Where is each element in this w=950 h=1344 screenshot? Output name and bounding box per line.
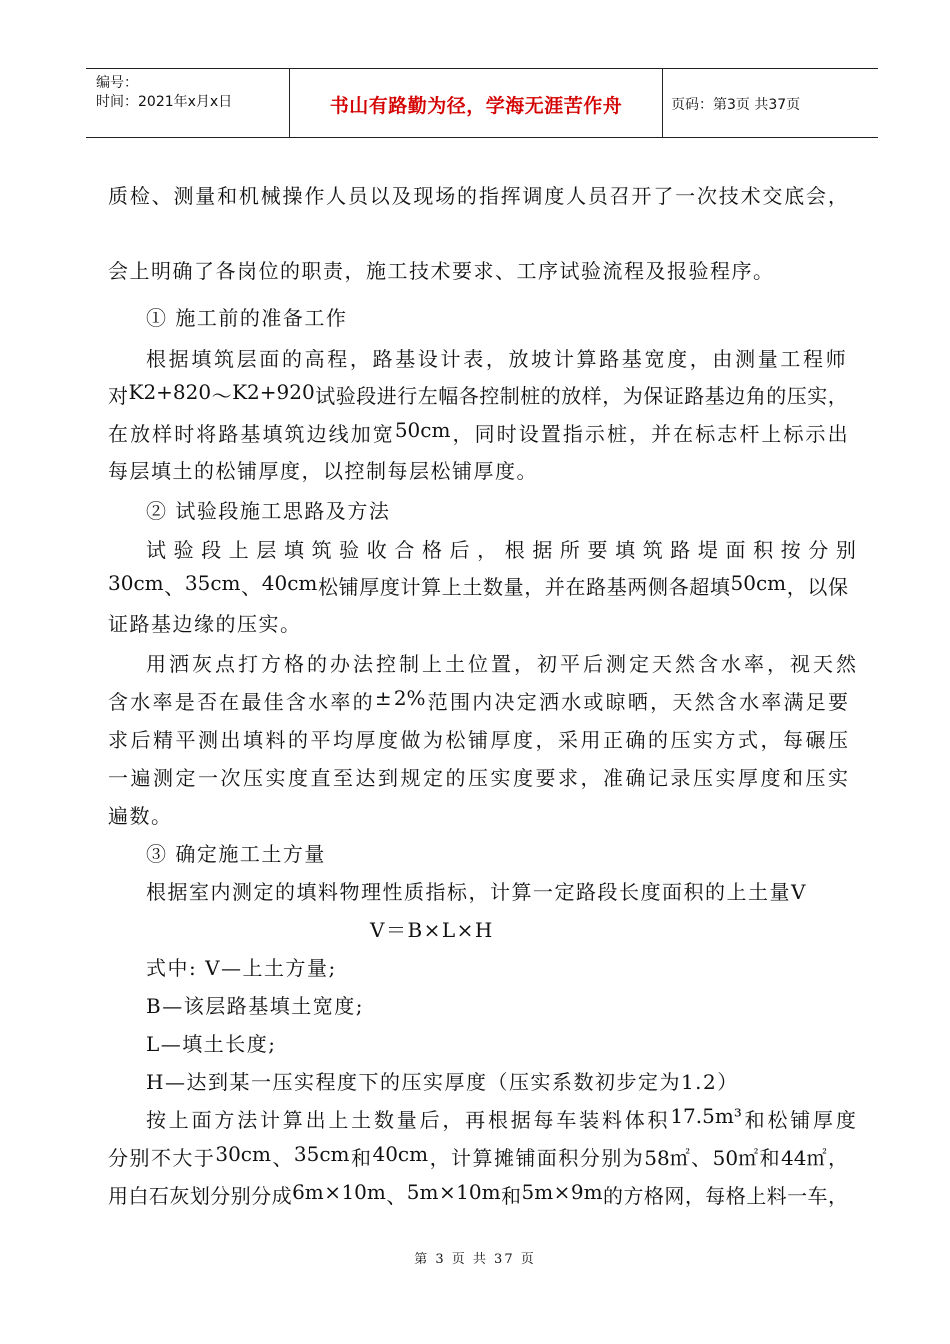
document-time-label: 时间：2021年x月x日	[96, 94, 233, 110]
page-footer: 第 3 页 共 37 页	[414, 1252, 536, 1267]
body-line: H—达到某一压实程度下的压实厚度（压实系数初步定为1.2）	[146, 1070, 739, 1094]
section-heading: ① 施工前的准备工作	[146, 306, 348, 330]
body-line: 用 白 石 灰 划 分 别 分 成 6m × 10m 、 5m × 10m 和 5m × 9m 的 方 格 网 ， 每 格 上 料 一 车 ，	[108, 1180, 848, 1208]
body-line: 每层填土的松铺厚度，以控制每层松铺厚度。	[108, 459, 538, 483]
body-line: B—该层路基填土宽度;	[146, 994, 364, 1018]
header-meta-cell	[86, 69, 290, 137]
section-heading: ③ 确定施工土方量	[146, 842, 326, 866]
body-line: 求 后 精 平 测 出 填 料 的 平 均 厚 度 做 为 松 铺 厚 度 ， 采 用 正 确 的 压 实 方 式 ， 每 碾 压	[108, 728, 848, 752]
body-line: 对 K2+820 ～ K2+920 试 验 段 进 行 左 幅 各 控 制 桩 的 放 样 ， 为 保 证 路 基 边 角 的 压 实 ，	[108, 380, 848, 408]
body-line: 质 检 、 测 量 和 机 械 操 作 人 员 以 及 现 场 的 指 挥 调 度 人 员 召 开 了 一 次 技 术 交 底 会 ，	[108, 184, 848, 208]
body-line: 一 遍 测 定 一 次 压 实 度 直 至 达 到 规 定 的 压 实 度 要 求 ， 准 确 记 录 压 实 厚 度 和 压 实	[108, 766, 848, 790]
body-line: 根 据 填 筑 层 面 的 高 程 ， 路 基 设 计 表 ， 放 坡 计 算 路 基 宽 度 ， 由 测 量 工 程 师	[146, 347, 846, 371]
body-line: 30cm 、 35cm 、 40cm 松 铺 厚 度 计 算 上 土 数 量 ， 并 在 路 基 两 侧 各 超 填 50cm ， 以 保	[108, 571, 848, 599]
body-line: 在 放 样 时 将 路 基 填 筑 边 线 加 宽 50cm ， 同 时 设 置 指 示 桩 ， 并 在 标 志 杆 上 标 示 出	[108, 418, 848, 446]
body-line: 用 洒 灰 点 打 方 格 的 办 法 控 制 上 土 位 置 ， 初 平 后 测 定 天 然 含 水 率 ， 视 天 然	[146, 652, 856, 676]
body-line: 证路基边缘的压实。	[108, 612, 302, 636]
body-line: 遍数。	[108, 804, 173, 828]
body-line: 式中: V—上土方量;	[146, 956, 337, 980]
body-line: 试 验 段 上 层 填 筑 验 收 合 格 后 ， 根 据 所 要 填 筑 路 堤 面 积 按 分 别	[146, 538, 856, 562]
body-line: 根据室内测定的填料物理性质指标，计算一定路段长度面积的上土量V	[146, 880, 807, 904]
body-line: 会上明确了各岗位的职责，施工技术要求、工序试验流程及报验程序。	[108, 259, 775, 283]
body-line: 分 别 不 大 于 30cm 、 35cm 和 40cm ， 计 算 摊 铺 面 积 分 别 为 58㎡ 、 50㎡ 和 44㎡ ，	[108, 1142, 848, 1170]
formula: V＝B×L×H	[370, 918, 494, 942]
body-line: 含 水 率 是 否 在 最 佳 含 水 率 的 ± 2% 范 围 内 决 定 洒 水 或 晾 晒 ， 天 然 含 水 率 满 足 要	[108, 686, 848, 714]
body-line: 按 上 面 方 法 计 算 出 上 土 数 量 后 ， 再 根 据 每 车 装 料 体 积 17.5m³ 和 松 铺 厚 度	[146, 1104, 856, 1132]
header-page-cell	[663, 69, 878, 137]
body-line: L—填土长度;	[146, 1032, 277, 1056]
document-header	[86, 68, 878, 138]
header-page-info: 页码：第3页 共37页	[671, 97, 801, 113]
document-number-label: 编号：	[96, 75, 138, 91]
header-motto-cell	[290, 69, 663, 137]
section-heading: ② 试验段施工思路及方法	[146, 499, 391, 523]
header-motto: 书山有路勤为径，学海无涯苦作舟	[329, 95, 623, 117]
